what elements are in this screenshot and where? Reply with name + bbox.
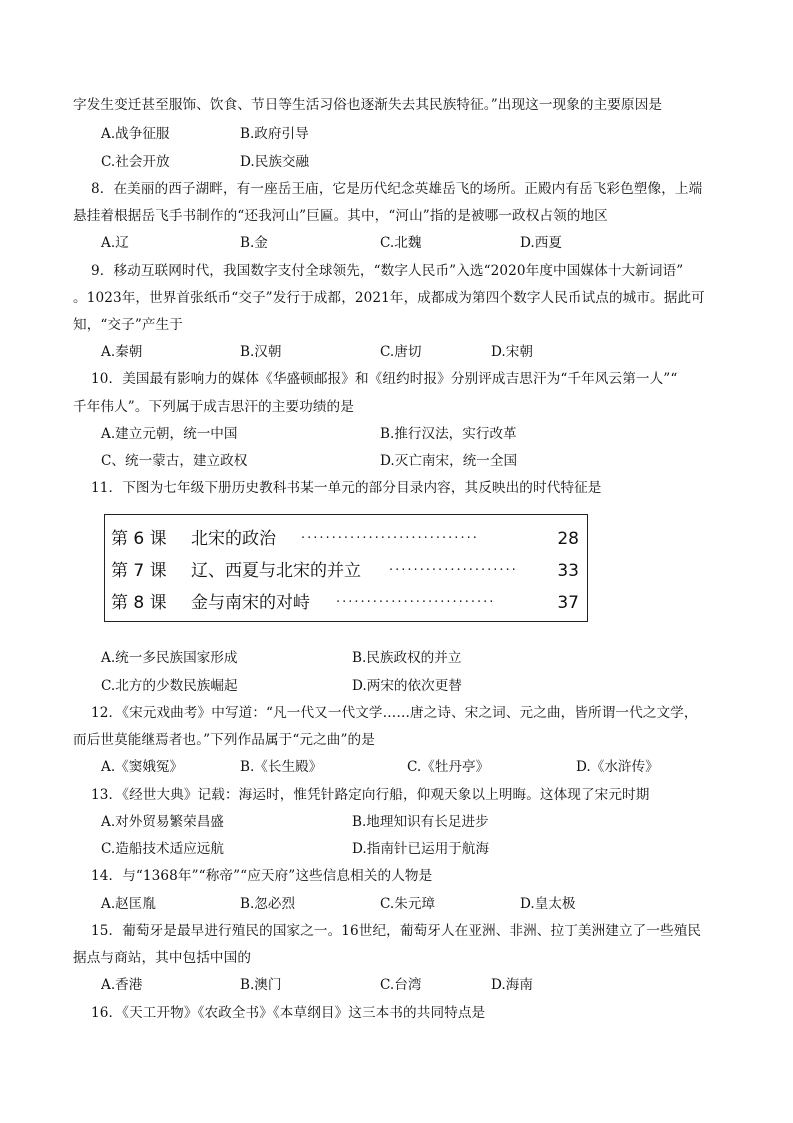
q11-option-a[interactable]: A.统一多民族国家形成 xyxy=(101,650,238,666)
q15-option-b[interactable]: B.澳门 xyxy=(240,977,282,993)
q10-stem-line2: 千年伟人”。下列属于成吉思汗的主要功绩的是 xyxy=(73,399,354,415)
toc-leader-dots: ····························· xyxy=(301,531,479,546)
q13-option-a[interactable]: A.对外贸易繁荣昌盛 xyxy=(101,814,224,830)
q14-option-d[interactable]: D.皇太极 xyxy=(520,896,576,912)
q13-option-b[interactable]: B.地理知识有长足进步 xyxy=(352,814,489,830)
q8-stem-line1: 8．在美丽的西子湖畔，有一座岳王庙，它是历代纪念英雄岳飞的场所。正殿内有岳飞彩色塑像，上端 xyxy=(91,181,703,197)
toc-page-number: 37 xyxy=(557,593,579,613)
toc-row xyxy=(111,589,579,617)
q8-option-d[interactable]: D.西夏 xyxy=(520,235,562,251)
q13-option-c[interactable]: C.造船技术适应远航 xyxy=(101,841,224,857)
q11-option-b[interactable]: B.民族政权的并立 xyxy=(352,650,462,666)
q12-stem-line2: 而后世莫能继焉者也。”下列作品属于“元之曲”的是 xyxy=(73,732,375,748)
q8-stem-line2: 悬挂着根据岳飞手书制作的“还我河山”巨匾。其中，“河山”指的是被哪一政权占领的地区 xyxy=(73,208,608,224)
textbook-toc-figure xyxy=(104,514,588,622)
toc-leader-dots: ·························· xyxy=(336,595,496,610)
q7-option-b[interactable]: B.政府引导 xyxy=(240,126,309,142)
q9-stem-line2: 。1023年，世界首张纸币“交子”发行于成都，2021年，成都成为第四个数字人民币试点的城市。据此可 xyxy=(73,290,705,306)
q10-stem-line1: 10．美国最有影响力的媒体《华盛顿邮报》和《纽约时报》分别评成吉思汗为“千年风云第一人”“ xyxy=(91,371,678,387)
q8-option-b[interactable]: B.金 xyxy=(240,235,268,251)
q10-option-d[interactable]: D.灭亡南宋，统一全国 xyxy=(380,453,518,469)
q14-option-a[interactable]: A.赵匡胤 xyxy=(101,896,156,912)
q11-stem: 11．下图为七年级下册历史教科书某一单元的部分目录内容，其反映出的时代特征是 xyxy=(91,480,602,496)
toc-lesson-number: 第 7 课 xyxy=(111,561,167,581)
toc-leader-dots: ····················· xyxy=(389,563,518,578)
q14-stem: 14．与“1368年”“称帝”“应天府”这些信息相关的人物是 xyxy=(91,868,433,884)
q15-option-d[interactable]: D.海南 xyxy=(491,977,533,993)
q9-stem-line3: 知，“交子”产生于 xyxy=(73,317,183,333)
toc-lesson-number: 第 6 课 xyxy=(111,529,167,549)
q10-option-b[interactable]: B.推行汉法，实行改革 xyxy=(380,426,517,442)
toc-lesson-title: 北宋的政治 xyxy=(191,529,276,549)
q15-stem-line1: 15．葡萄牙是最早进行殖民的国家之一。16世纪，葡萄牙人在亚洲、非洲、拉丁美洲建立了一些殖民 xyxy=(91,923,702,939)
toc-row xyxy=(111,557,579,585)
q7-option-c[interactable]: C.社会开放 xyxy=(101,154,170,170)
q11-option-d[interactable]: D.两宋的依次更替 xyxy=(352,678,462,694)
q8-option-a[interactable]: A.辽 xyxy=(101,235,129,251)
toc-page-number: 28 xyxy=(557,529,579,549)
q12-option-b[interactable]: B.《长生殿》 xyxy=(240,759,323,775)
q13-stem: 13．《经世大典》记载：海运时，惟凭针路定向行船，仰观天象以上明晦。这体现了宋元时期 xyxy=(91,787,650,803)
q16-stem: 16．《天工开物》《农政全书》《本草纲目》这三本书的共同特点是 xyxy=(91,1005,486,1021)
q10-option-a[interactable]: A.建立元朝，统一中国 xyxy=(101,426,238,442)
toc-lesson-title: 金与南宋的对峙 xyxy=(191,593,310,613)
q12-option-a[interactable]: A.《窦娥冤》 xyxy=(101,759,184,775)
q7-option-a[interactable]: A.战争征服 xyxy=(101,126,170,142)
q10-option-c[interactable]: C、统一蒙古，建立政权 xyxy=(101,453,248,469)
q14-option-b[interactable]: B.忽必烈 xyxy=(240,896,296,912)
q15-stem-line2: 据点与商站，其中包括中国的 xyxy=(73,950,252,966)
q14-option-c[interactable]: C.朱元璋 xyxy=(380,896,436,912)
q9-option-d[interactable]: D.宋朝 xyxy=(491,344,533,360)
q9-option-c[interactable]: C.唐切 xyxy=(380,344,422,360)
q13-option-d[interactable]: D.指南针已运用于航海 xyxy=(352,841,490,857)
q7-option-d[interactable]: D.民族交融 xyxy=(240,154,310,170)
toc-lesson-title: 辽、西夏与北宋的并立 xyxy=(191,561,361,581)
q12-option-d[interactable]: D.《水浒传》 xyxy=(576,759,659,775)
q7-stem: 字发生变迁甚至服饰、饮食、节日等生活习俗也逐渐失去其民族特征。”出现这一现象的主要原因是 xyxy=(73,97,663,113)
toc-lesson-number: 第 8 课 xyxy=(111,593,167,613)
toc-page-number: 33 xyxy=(557,561,579,581)
q9-option-a[interactable]: A.秦朝 xyxy=(101,344,143,360)
toc-row xyxy=(111,525,579,553)
q15-option-c[interactable]: C.台湾 xyxy=(380,977,422,993)
q15-option-a[interactable]: A.香港 xyxy=(101,977,143,993)
q9-option-b[interactable]: B.汉朝 xyxy=(240,344,282,360)
q11-option-c[interactable]: C.北方的少数民族崛起 xyxy=(101,678,238,694)
q12-option-c[interactable]: C.《牡丹亭》 xyxy=(407,759,490,775)
q12-stem-line1: 12．《宋元戏曲考》中写道：“凡一代又一代文学……唐之诗、宋之词、元之曲，皆所谓一代之文学， xyxy=(91,705,698,721)
q8-option-c[interactable]: C.北魏 xyxy=(380,235,422,251)
q9-stem-line1: 9．移动互联网时代，我国数字支付全球领先，“数字人民币”入选“2020年度中国媒体十大新词语” xyxy=(91,263,684,279)
